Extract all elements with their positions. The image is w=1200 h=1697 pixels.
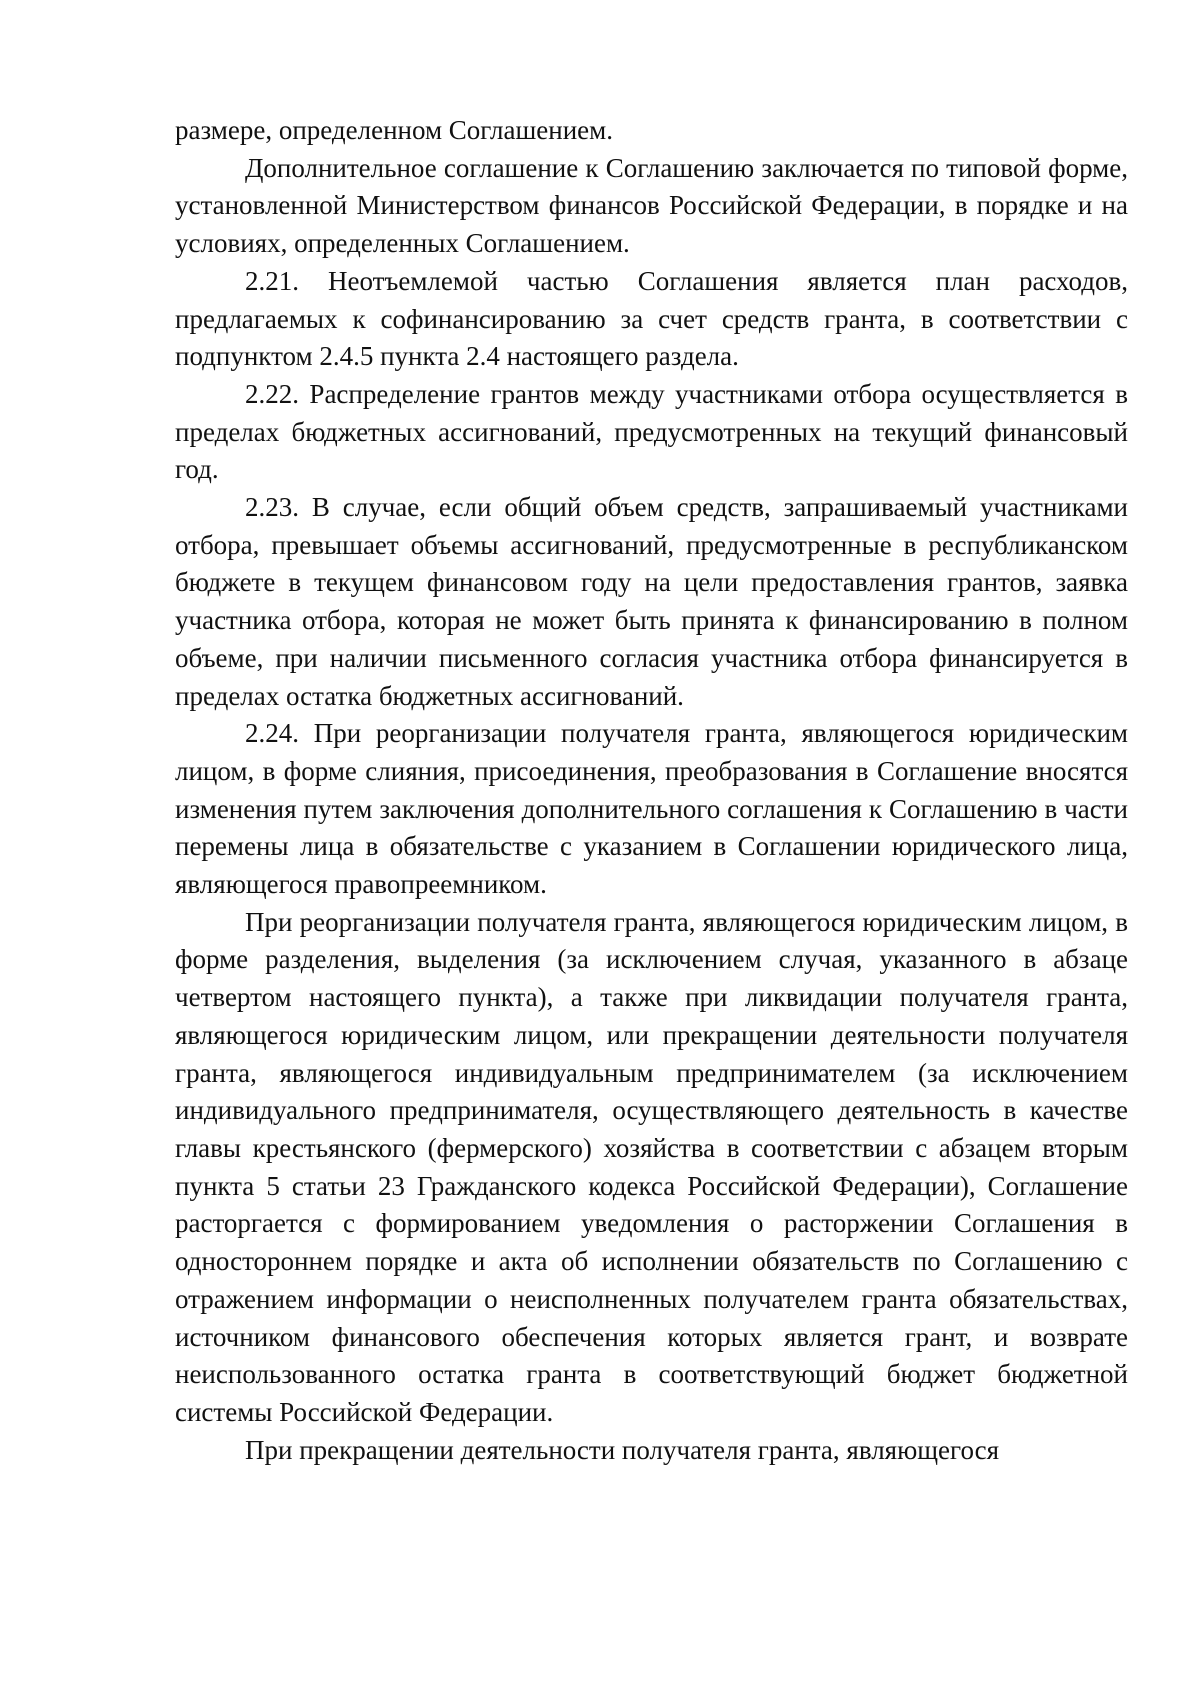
paragraph-2-23: 2.23. В случае, если общий объем средств, запрашиваемый участниками отбора, превышает объемы ассигнований, предусмотренные в республиканском бюджете в текущем финансовом году на цели предоставления грантов, заявка участника отбора, которая не может быть принята к финансированию в полном объеме, при наличии письменного согласия участника отбора финансируется в пределах остатка бюджетных ассигнований. bbox=[175, 492, 1128, 711]
paragraph-2-24: 2.24. При реорганизации получателя гранта, являющегося юридическим лицом, в форме слияния, присоединения, преобразования в Соглашение вносятся изменения путем заключения дополнительного соглашения к Соглашению в части перемены лица в обязательстве с указанием в Соглашении юридического лица, являющегося правопреемником. bbox=[175, 718, 1128, 900]
paragraph-continuation: размере, определенном Соглашением. bbox=[175, 115, 613, 145]
paragraph-additional-agreement: Дополнительное соглашение к Соглашению заключается по типовой форме, установленной Министерством финансов Российской Федерации, в порядке и на условиях, определенных Соглашением. bbox=[175, 152, 1128, 259]
paragraph-2-22: 2.22. Распределение грантов между участниками отбора осуществляется в пределах бюджетных ассигнований, предусмотренных на текущий финансовый год. bbox=[175, 378, 1128, 485]
paragraph-2-21: 2.21. Неотъемлемой частью Соглашения является план расходов, предлагаемых к софинансированию за счет средств гранта, в соответствии с подпунктом 2.4.5 пункта 2.4 настоящего раздела. bbox=[175, 265, 1128, 372]
paragraph-termination: При прекращении деятельности получателя гранта, являющегося bbox=[245, 1434, 1000, 1465]
document-page bbox=[175, 112, 1128, 1469]
paragraph-reorganization-division: При реорганизации получателя гранта, являющегося юридическим лицом, в форме разделения, выделения (за исключением случая, указанного в абзаце четвертом настоящего пункта), а также при ликвидации получателя гранта, являющегося юридическим лицом, или прекращении деятельности получателя гранта, являющегося индивидуальным предпринимателем (за исключением индивидуального предпринимателя, осуществляющего деятельность в качестве главы крестьянского (фермерского) хозяйства в соответствии с абзацем вторым пункта 5 статьи 23 Гражданского кодекса Российской Федерации), Соглашение расторгается с формированием уведомления о расторжении Соглашения в одностороннем порядке и акта об исполнении обязательств по Соглашению с отражением информации о неисполненных получателем гранта обязательствах, источником финансового обеспечения которых является грант, и возврате неиспользованного остатка гранта в соответствующий бюджет бюджетной системы Российской Федерации. bbox=[175, 906, 1128, 1427]
